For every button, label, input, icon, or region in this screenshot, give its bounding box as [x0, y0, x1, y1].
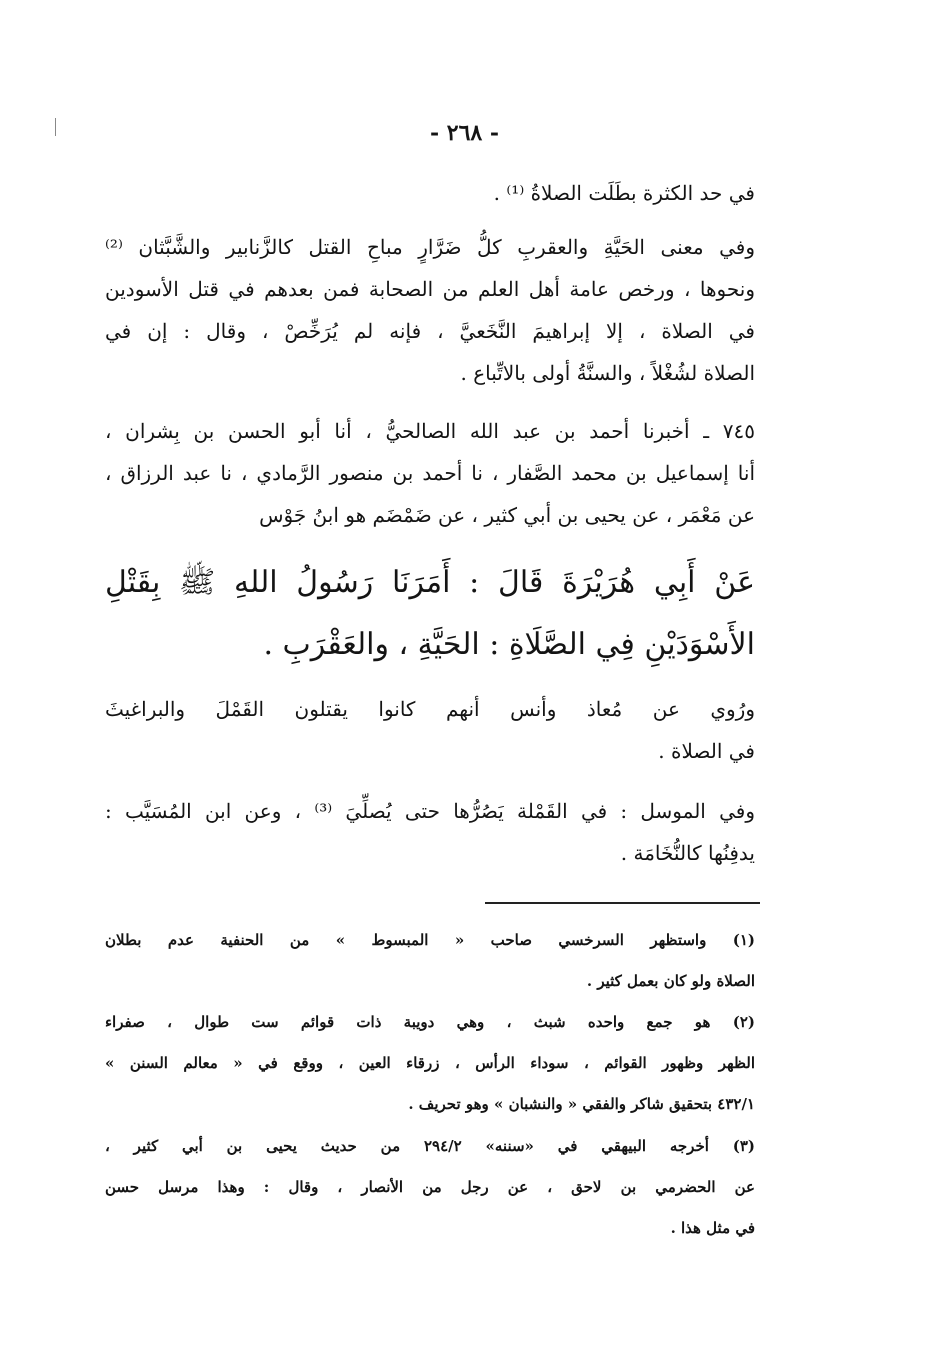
footnote-1 [105, 920, 755, 1002]
paragraph-continuation [105, 172, 755, 214]
footnote-separator [485, 902, 760, 904]
footnote-line: (٢) هو جمع واحده شبث ، وهي دويبة ذات قوائم ست طوال ، صفراء [105, 1013, 755, 1031]
text-line: أنا إسماعيل بن محمد الصَّفار ، نا أحمد بن منصور الرَّمادي ، نا عبد الرزاق ، [105, 461, 755, 485]
text-line: وفي معنى الحَيَّةِ والعقربِ كلُّ ضَرَّارٍ مباحِ القتل كالزَّنابير والشَّبَّثان ⁽²⁾ [105, 235, 755, 259]
paragraph-harmful-creatures [105, 226, 755, 394]
text-line: يدفِنُها كالنُّخَامَة . [620, 841, 755, 865]
text-line: وفي الموسل : في القَمْلة يَصُرُّها حتى يُصلِّيَ ⁽³⁾ ، وعن ابن المُسَيَّب : [105, 799, 755, 823]
text-line: ورُوي عن مُعاذ وأنس أنهم كانوا يقتلون القَمْلَ والبراغيثَ [105, 697, 755, 721]
footnote-line: (١) واستظهر السرخسي صاحب « المبسوط » من الحنفية عدم بطلان [105, 931, 755, 949]
footnote-line: (٣) أخرجه البيهقي في «سننه» ٢٩٤/٢ من حديث يحيى بن أبي كثير ، [105, 1137, 755, 1155]
paragraph-isnad [105, 410, 755, 536]
hadith-line: الأَسْوَدَيْنِ فِي الصَّلَاةِ : الحَيَّةِ ، والعَقْرَبِ . [263, 627, 755, 662]
hadith-text [105, 552, 755, 676]
footnote-2 [105, 1002, 755, 1125]
footnote-line: ٤٣٢/١ بتحقيق شاكر والفقي « والنشبان » وهو تحريف . [408, 1095, 755, 1113]
footnote-line: الظهر وظهور القوائم ، سوداء الرأس ، زرقاء العين ، ووقع في « معالم السنن » [105, 1054, 755, 1072]
text-line: في حد الكثرة بطَلَت الصلاةُ ⁽¹⁾ . [493, 181, 755, 205]
footnote-line: الصلاة ولو كان بعمل كثير . [586, 972, 755, 990]
text-line: في الصلاة . [658, 739, 755, 763]
text-line: عن مَعْمَر ، عن يحيى بن أبي كثير ، عن ضَمْضَم هو ابنُ جَوْس [259, 503, 755, 527]
page-number: - ٢٦٨ - [429, 120, 500, 146]
text-line: الصلاة لشُغْلاً ، والسنَّةُ أولى بالاتِّباع . [460, 361, 755, 385]
text-line: في الصلاة ، إلا إبراهيمَ النَّخَعيَّ ، فإنه لم يُرَخِّصْ ، وقال : إن في [105, 319, 755, 343]
hadith-line: عَنْ أَبِي هُرَيْرَةَ قَالَ : أَمَرَنَا رَسُولُ اللهِ ﷺ بِقَتْلِ [105, 565, 755, 600]
text-line: ونحوها ، ورخص عامة أهل العلم من الصحابة فمن بعدهم في قتل الأسودين [105, 277, 755, 301]
paragraph-muadh-anas [105, 688, 755, 772]
text-line: ٧٤٥ ـ أخبرنا أحمد بن عبد الله الصالحيُّ ، أنا أبو الحسن بن بِشران ، [105, 419, 755, 443]
footnote-line: عن الحضرمي بن لاحق ، عن رجل من الأنصار ، وقال : وهذا مرسل حسن [105, 1178, 755, 1196]
footnote-line: في مثل هذا . [670, 1219, 755, 1237]
footnote-3 [105, 1126, 755, 1249]
paragraph-mursal [105, 790, 755, 874]
